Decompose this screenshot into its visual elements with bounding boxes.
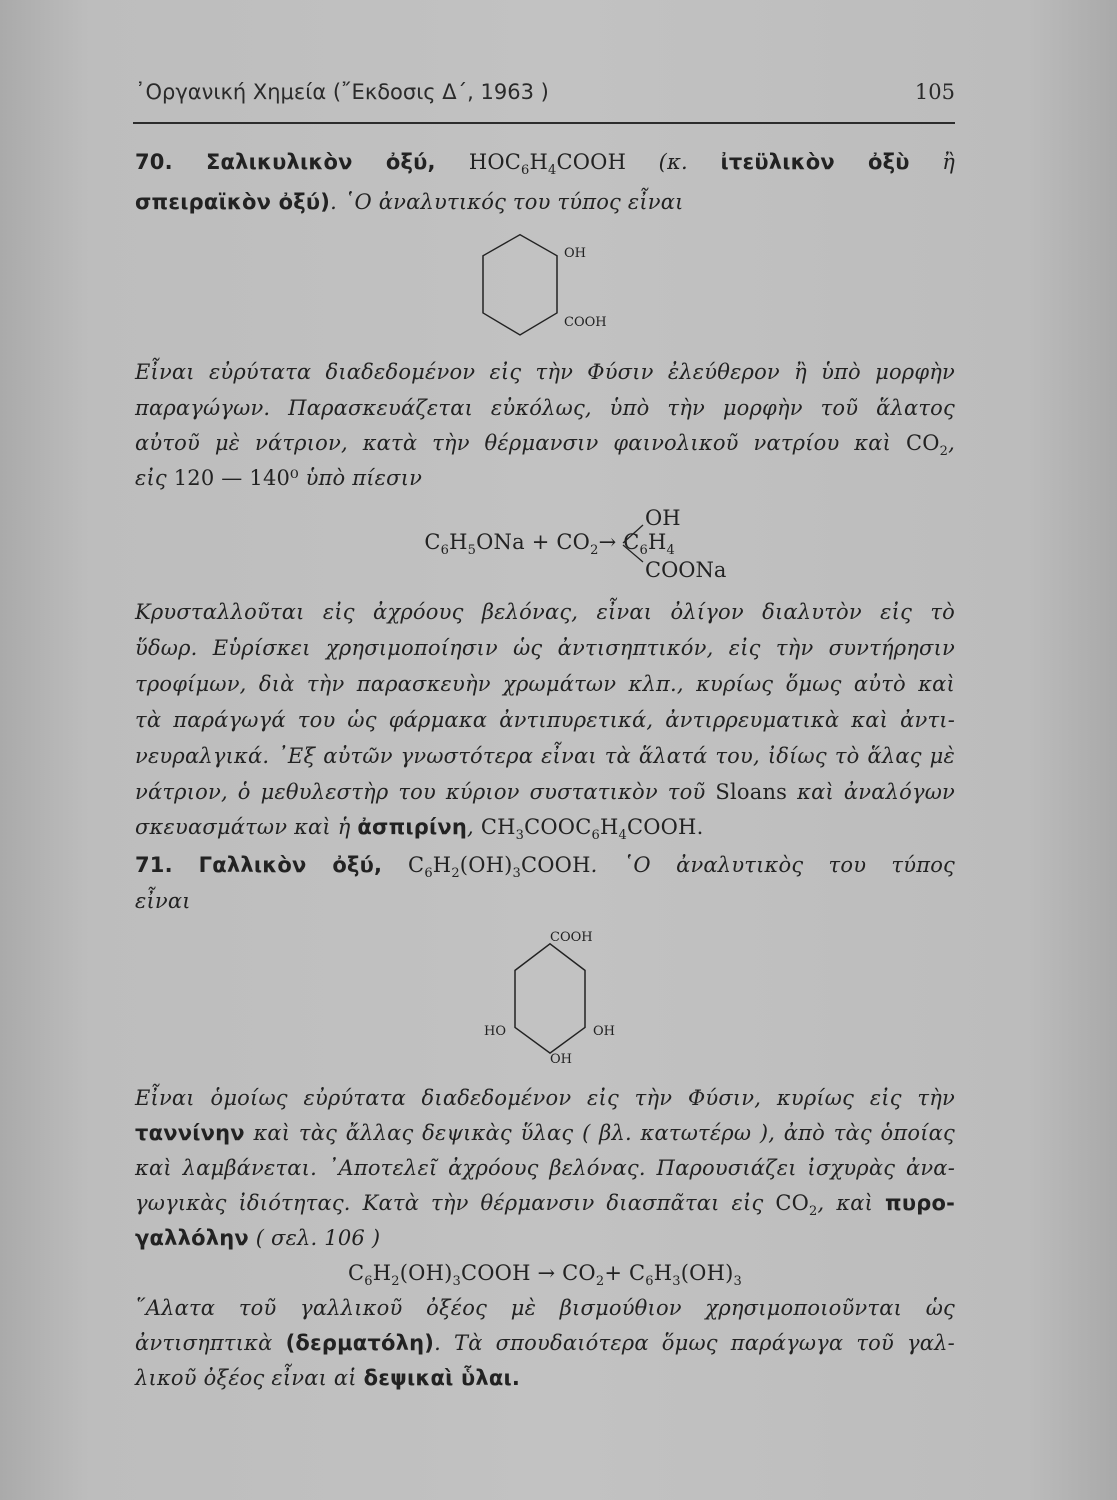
text-run: H bbox=[529, 150, 549, 174]
subscript: 6 bbox=[639, 543, 648, 558]
subscript: 3 bbox=[515, 828, 525, 843]
text-run: , καὶ bbox=[817, 1191, 886, 1215]
text-line bbox=[135, 1118, 955, 1148]
text-line bbox=[135, 393, 955, 423]
text-run: αὐτοῦ μὲ νάτριον, κατὰ τὴν θέρμανσιν φαινολικοῦ νατρίου καὶ bbox=[135, 431, 906, 455]
bold-term: ταννίνην bbox=[135, 1121, 245, 1145]
running-header bbox=[135, 80, 955, 104]
text-run: H bbox=[653, 1261, 673, 1285]
oh-right-label: OH bbox=[593, 1024, 615, 1039]
subscript: 6 bbox=[364, 1274, 373, 1289]
subscript: 2 bbox=[809, 1204, 818, 1219]
text-line bbox=[135, 357, 955, 387]
cooh-label: COOH bbox=[564, 315, 607, 330]
text-run: τὰ παράγωγά του ὡς φάρμακα ἀντιπυρετικά, ἀντιρρευματικὰ καὶ ἀντι- bbox=[135, 708, 955, 732]
text-run: Κρυσταλλοῦται εἰς ἀχρόους βελόνας, εἶναι ὀλίγον διαλυτὸν εἰς τὸ bbox=[135, 600, 955, 624]
cooh-label: COOH bbox=[550, 930, 593, 945]
text-run: Sloans bbox=[715, 780, 788, 804]
text-line bbox=[135, 1188, 955, 1227]
text-run: (OH) bbox=[459, 853, 513, 877]
text-run: COOH → CO bbox=[460, 1261, 596, 1285]
text-run: , bbox=[948, 431, 955, 455]
text-run: Εἶναι εὐρύτατα διαδεδομένον εἰς τὴν Φύσιν ἐλεύθερον ἢ ὑπὸ μορφὴν bbox=[135, 360, 955, 384]
text-run: COOC bbox=[524, 815, 592, 839]
text-line bbox=[135, 705, 955, 735]
text-line bbox=[135, 777, 955, 807]
text-run: νευραλγικά. ᾿Εξ αὐτῶν γνωστότερα εἶναι τὰ ἅλατά του, ἰδίως τὸ ἅλας μὲ bbox=[135, 744, 955, 768]
text-line bbox=[135, 633, 955, 663]
text-run: ἢ bbox=[909, 150, 955, 174]
oh-label: OH bbox=[645, 506, 681, 530]
text-line bbox=[135, 669, 955, 699]
subscript: 2 bbox=[595, 1274, 605, 1289]
text-run: ἀντισηπτικὰ bbox=[135, 1331, 286, 1355]
text-line bbox=[135, 428, 955, 467]
text-run: CO bbox=[905, 431, 940, 455]
text-run: τροφίμων, διὰ τὴν παρασκευὴν χρωμάτων κλπ., κυρίως ὅμως αὐτὸ καὶ bbox=[135, 672, 955, 696]
text-run: (κ. bbox=[626, 150, 721, 174]
text-run: C bbox=[408, 853, 425, 877]
text-run: 120 — 140⁰ bbox=[173, 466, 299, 490]
text-run: εἰς bbox=[135, 466, 174, 490]
text-run: C bbox=[424, 530, 441, 554]
salicylic-acid-structure bbox=[460, 235, 607, 345]
text-run: H bbox=[449, 530, 468, 554]
subscript: 3 bbox=[512, 866, 521, 881]
page-number: 105 bbox=[914, 80, 955, 104]
subscript: 6 bbox=[645, 1274, 654, 1289]
subscript: 4 bbox=[618, 828, 627, 843]
equation-decarboxylation bbox=[135, 1258, 955, 1297]
text-line bbox=[135, 886, 955, 916]
header-rule bbox=[133, 122, 955, 124]
text-run: γωγικὰς ἰδιότητας. Κατὰ τὴν θέρμανσιν διασπᾶται εἰς bbox=[135, 1191, 776, 1215]
text-run: νάτριον, ὁ μεθυλεστὴρ του κύριον συστατικὸν τοῦ bbox=[135, 780, 716, 804]
section-70-heading bbox=[135, 147, 955, 186]
subscript: 4 bbox=[548, 163, 557, 178]
text-run: , bbox=[467, 815, 481, 839]
text-line bbox=[135, 1363, 955, 1393]
text-run: H bbox=[432, 853, 452, 877]
text-run: COOH bbox=[556, 150, 627, 174]
subscript: 4 bbox=[666, 543, 675, 558]
subscript: 2 bbox=[451, 866, 460, 881]
text-run: . ῾Ο ἀναλυτικὸς του τύπος bbox=[590, 853, 955, 877]
text-run: (OH) bbox=[680, 1261, 734, 1285]
text-line bbox=[135, 1328, 955, 1358]
text-run: → C bbox=[598, 530, 640, 554]
bold-term: γαλλόλην bbox=[135, 1226, 249, 1250]
bold-term: ἀσπιρίνη bbox=[357, 815, 468, 839]
oh-label: OH bbox=[564, 246, 586, 261]
text-line bbox=[135, 597, 955, 627]
subscript: 2 bbox=[391, 1274, 400, 1289]
text-run: εἶναι bbox=[135, 889, 191, 913]
bold-term: ἰτεϋλικὸν ὀξὺ bbox=[720, 150, 910, 174]
text-run: (OH) bbox=[399, 1261, 453, 1285]
ho-label: HO bbox=[484, 1024, 506, 1039]
section-71-heading bbox=[135, 850, 955, 889]
subscript: 6 bbox=[521, 163, 530, 178]
text-line bbox=[135, 1223, 955, 1253]
text-line bbox=[135, 187, 955, 217]
gallic-acid-structure bbox=[470, 925, 630, 1070]
text-run: HOC bbox=[468, 150, 522, 174]
text-run: καὶ τὰς ἄλλας δεψικὰς ὕλας ( βλ. κατωτέρω ), ἀπὸ τὰς ὁποίας bbox=[244, 1121, 955, 1145]
text-run: . ῾Ο ἀναλυτικός του τύπος εἶναι bbox=[330, 190, 684, 214]
text-run: + C bbox=[604, 1261, 646, 1285]
bold-term: δεψικαὶ ὗλαι. bbox=[363, 1366, 521, 1390]
text-line bbox=[135, 463, 955, 493]
text-run: CO bbox=[775, 1191, 810, 1215]
text-run: COOH bbox=[521, 853, 591, 877]
bold-term: (δερματόλη) bbox=[285, 1331, 435, 1355]
bold-term: πυρο- bbox=[885, 1191, 955, 1215]
text-run: ONa + CO bbox=[476, 530, 591, 554]
text-run: H bbox=[648, 530, 667, 554]
equation-kolbe bbox=[135, 527, 675, 566]
coona-label: COONa bbox=[645, 558, 727, 582]
subscript: 2 bbox=[939, 444, 949, 459]
subscript: 3 bbox=[733, 1274, 742, 1289]
text-run: σκευασμάτων καὶ ἡ bbox=[135, 815, 358, 839]
text-run: ὕδωρ. Εὑρίσκει χρησιμοποίησιν ὡς ἀντισηπτικόν, εἰς τὴν συντήρησιν bbox=[135, 636, 955, 660]
text-line bbox=[135, 1293, 955, 1323]
text-line bbox=[135, 1083, 955, 1113]
text-line bbox=[135, 741, 955, 771]
text-run: ( σελ. 106 ) bbox=[248, 1226, 381, 1250]
header-title: ᾿Οργανική Χημεία (῎Εκδοσις Δ΄, 1963 ) bbox=[135, 80, 549, 104]
subscript: 6 bbox=[424, 866, 433, 881]
text-run: H bbox=[599, 815, 619, 839]
bold-term: 70. Σαλικυλικὸν ὀξύ, bbox=[135, 150, 469, 174]
text-run: ὑπὸ πίεσιν bbox=[298, 466, 423, 490]
text-run: καὶ λαμβάνεται. ᾿Αποτελεῖ ἀχρόους βελόνας. Παρουσιάζει ἰσχυρὰς ἀνα- bbox=[135, 1156, 955, 1180]
text-run: H bbox=[372, 1261, 392, 1285]
subscript: 3 bbox=[452, 1274, 461, 1289]
text-run: Εἶναι ὁμοίως εὐρύτατα διαδεδομένον εἰς τὴν Φύσιν, κυρίως εἰς τὴν bbox=[135, 1086, 955, 1110]
text-line bbox=[135, 1153, 955, 1183]
bold-term: 71. Γαλλικὸν ὀξύ, bbox=[135, 853, 409, 877]
bold-term: σπειραϊκὸν ὀξύ) bbox=[135, 190, 331, 214]
subscript: 5 bbox=[467, 543, 477, 558]
text-line bbox=[135, 812, 955, 851]
oh-bottom-label: OH bbox=[550, 1052, 572, 1067]
text-run: ῞Αλατα τοῦ γαλλικοῦ ὀξέος μὲ βισμούθιον χρησιμοποιοῦνται ὡς bbox=[135, 1296, 955, 1320]
text-run: COOH. bbox=[626, 815, 704, 839]
subscript: 6 bbox=[440, 543, 450, 558]
text-run: παραγώγων. Παρασκευάζεται εὐκόλως, ὑπὸ τὴν μορφὴν τοῦ ἅλατος bbox=[135, 396, 955, 420]
text-run: . Τὰ σπουδαιότερα ὅμως παράγωγα τοῦ γαλ- bbox=[434, 1331, 955, 1355]
text-run: καὶ ἀναλόγων bbox=[787, 780, 955, 804]
subscript: 3 bbox=[672, 1274, 681, 1289]
subscript: 2 bbox=[590, 543, 599, 558]
text-run: C bbox=[348, 1261, 365, 1285]
text-run: CH bbox=[480, 815, 516, 839]
subscript: 6 bbox=[591, 828, 600, 843]
text-run: λικοῦ ὀξέος εἶναι αἱ bbox=[135, 1366, 364, 1390]
